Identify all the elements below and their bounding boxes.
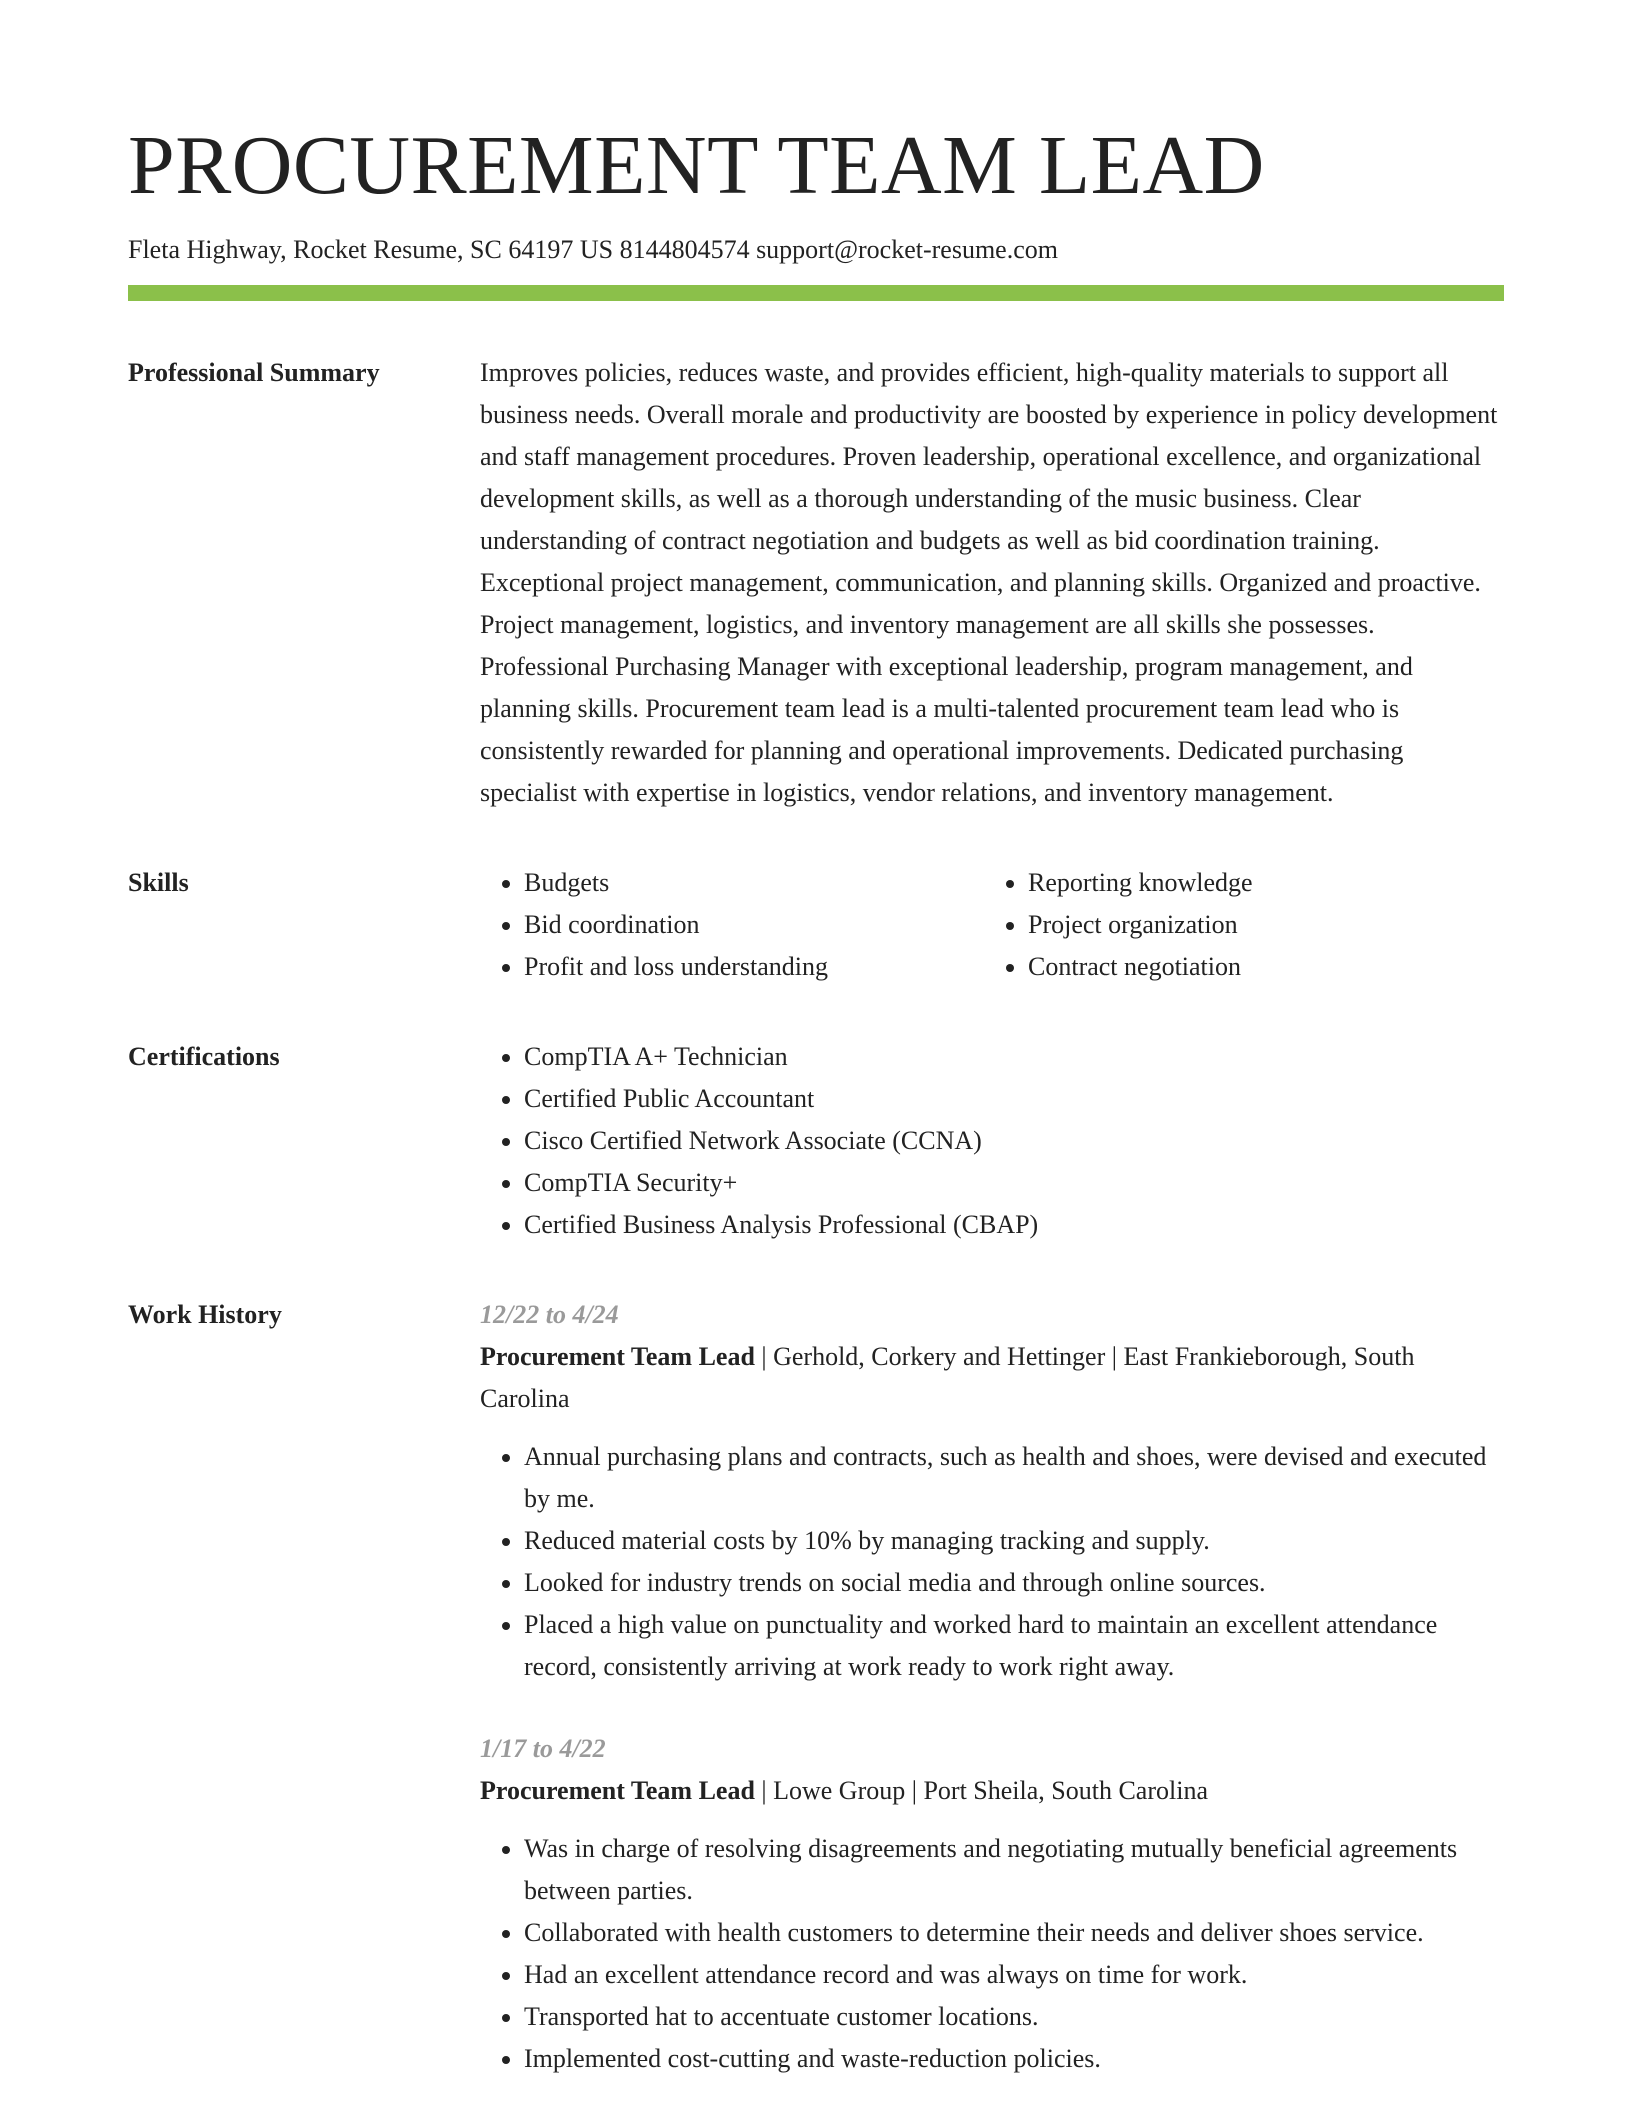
resume-title: PROCUREMENT TEAM LEAD — [128, 119, 1265, 212]
section-body — [480, 352, 1504, 814]
job-company-location: | Lowe Group | Port Sheila, South Carolina — [754, 1776, 1208, 1806]
job-dates: 1/17 to 4/22 — [480, 1734, 606, 1764]
job-bullet: • Reduced material costs by 10% by managing tracking and supply. — [524, 1520, 1504, 1562]
skills-grid — [480, 862, 1504, 988]
job-bullet: • Was in charge of resolving disagreements and negotiating mutually beneficial agreements between parties. — [524, 1828, 1504, 1912]
skills-column-2 — [984, 862, 1488, 988]
section-title: Work History — [128, 1300, 282, 1330]
job-dates: 12/22 to 4/24 — [480, 1300, 619, 1330]
certification-item: • Certified Business Analysis Professional (CBAP) — [524, 1204, 1504, 1246]
header-divider — [128, 285, 1504, 301]
job-entry — [480, 1728, 1504, 2080]
resume-page — [128, 0, 1504, 2120]
skill-item: • Project organization — [1028, 904, 1488, 946]
skill-item: • Contract negotiation — [1028, 946, 1488, 988]
certification-item: • CompTIA A+ Technician — [524, 1036, 1504, 1078]
skill-item: • Profit and loss understanding — [524, 946, 984, 988]
skill-item: • Bid coordination — [524, 904, 984, 946]
job-heading — [480, 1770, 1504, 1812]
skill-item: • Budgets — [524, 862, 984, 904]
job-bullets — [480, 1828, 1504, 2080]
job-company-location: | Gerhold, Corkery and Hettinger | East Frankieborough, South Carolina — [480, 1342, 1415, 1414]
certification-item: • CompTIA Security+ — [524, 1162, 1504, 1204]
job-title: Procurement Team Lead — [480, 1776, 755, 1806]
job-bullet: • Placed a high value on punctuality and worked hard to maintain an excellent attendance record, consistently arriving at work ready to work right away. — [524, 1604, 1504, 1688]
job-bullet: • Had an excellent attendance record and was always on time for work. — [524, 1954, 1504, 1996]
job-entry — [480, 1294, 1504, 1688]
skills-column-1 — [480, 862, 984, 988]
summary-text: Improves policies, reduces waste, and provides efficient, high-quality materials to support all business needs. Overall morale and productivity are boosted by experience in policy development and staff management procedures. Proven leadership, operational excellence, and organizational development skills, as well as a thorough understanding of the music business. Clear understanding of contract negotiation and budgets as well as bid coordination training. Exceptional project management, communication, and planning skills. Organized and proactive. Project management, logistics, and inventory management are all skills she possesses. Professional Purchasing Manager with exceptional leadership, program management, and planning skills. Procurement team lead is a multi-talented procurement team lead who is consistently rewarded for planning and operational improvements. Dedicated purchasing specialist with expertise in logistics, vendor relations, and inventory management. — [480, 358, 1498, 808]
job-bullet: • Collaborated with health customers to determine their needs and deliver shoes service. — [524, 1912, 1504, 1954]
contact-line: Fleta Highway, Rocket Resume, SC 64197 US 8144804574 support@rocket-resume.com — [128, 235, 1058, 264]
work-history-section — [128, 1294, 1504, 2120]
section-title: Certifications — [128, 1042, 280, 1072]
section-title: Professional Summary — [128, 358, 380, 388]
summary-section — [128, 352, 1504, 814]
skills-section — [128, 862, 1504, 988]
job-bullets — [480, 1436, 1504, 1688]
certification-item: • Certified Public Accountant — [524, 1078, 1504, 1120]
job-bullet: • Looked for industry trends on social media and through online sources. — [524, 1562, 1504, 1604]
certification-item: • Cisco Certified Network Associate (CCNA) — [524, 1120, 1504, 1162]
section-title: Skills — [128, 868, 189, 898]
job-heading — [480, 1336, 1504, 1420]
job-title: Procurement Team Lead — [480, 1342, 755, 1372]
section-body — [480, 1294, 1504, 2120]
job-bullet: • Annual purchasing plans and contracts, such as health and shoes, were devised and executed by me. — [524, 1436, 1504, 1520]
section-body — [480, 1036, 1504, 1246]
certifications-section — [128, 1036, 1504, 1246]
job-bullet: • Transported hat to accentuate customer locations. — [524, 1996, 1504, 2038]
job-bullet: • Implemented cost-cutting and waste-reduction policies. — [524, 2038, 1504, 2080]
skill-item: • Reporting knowledge — [1028, 862, 1488, 904]
certifications-list — [480, 1036, 1504, 1246]
